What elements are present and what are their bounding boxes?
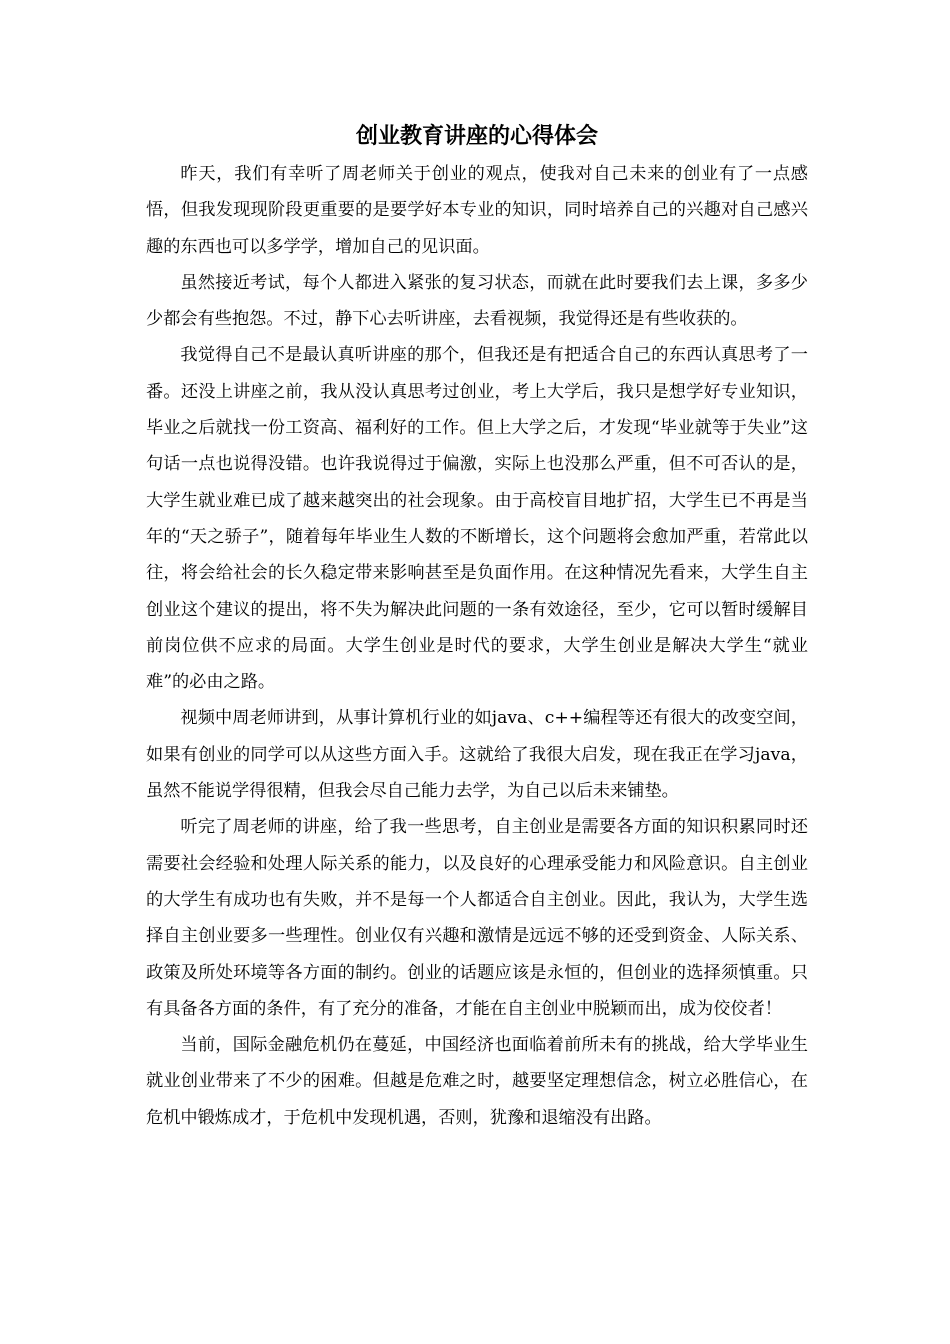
paragraph-2: 虽然接近考试，每个人都进入紧张的复习状态，而就在此时要我们去上课，多多少少都会有些抱怨。不过，静下心去听讲座，去看视频，我觉得还是有些收获的。 bbox=[146, 272, 808, 330]
document-page bbox=[146, 118, 808, 1136]
document-title: 创业教育讲座的心得体会 bbox=[355, 123, 598, 149]
paragraph-5: 听完了周老师的讲座，给了我一些思考，自主创业是需要各方面的知识积累同时还需要社会经验和处理人际关系的能力，以及良好的心理承受能力和风险意识。自主创业的大学生有成功也有失败，并不是每一个人都适合自主创业。因此，我认为，大学生选择自主创业要多一些理性。创业仅有兴趣和激情是远远不够的还受到资金、人际关系、政策及所处环境等各方面的制约。创业的话题应该是永恒的，但创业的选择须慎重。只有具备各方面的条件，有了充分的准备，才能在自主创业中脱颖而出，成为佼佼者！ bbox=[146, 817, 808, 1019]
paragraph-1: 昨天，我们有幸听了周老师关于创业的观点，使我对自己未来的创业有了一点感悟，但我发现现阶段更重要的是要学好本专业的知识，同时培养自己的兴趣对自己感兴趣的东西也可以多学学，增加自己的见识面。 bbox=[146, 164, 808, 257]
paragraph-6: 当前，国际金融危机仍在蔓延，中国经济也面临着前所未有的挑战，给大学毕业生就业创业带来了不少的困难。但越是危难之时，越要坚定理想信念，树立必胜信心，在危机中锻炼成才，于危机中发现机遇，否则，犹豫和退缩没有出路。 bbox=[146, 1035, 808, 1128]
paragraph-4: 视频中周老师讲到，从事计算机行业的如java、c++编程等还有很大的改变空间，如果有创业的同学可以从这些方面入手。这就给了我很大启发，现在我正在学习java，虽然不能说学得很精，但我会尽自己能力去学，为自己以后未来铺垫。 bbox=[146, 708, 808, 802]
paragraph-3: 我觉得自己不是最认真听讲座的那个，但我还是有把适合自己的东西认真思考了一番。还没上讲座之前，我从没认真思考过创业，考上大学后，我只是想学好专业知识，毕业之后就找一份工资高、福利好的工作。但上大学之后，才发现“毕业就等于失业”这句话一点也说得没错。也许我说得过于偏激，实际上也没那么严重，但不可否认的是，大学生就业难已成了越来越突出的社会现象。由于高校盲目地扩招，大学生已不再是当年的“天之骄子”，随着每年毕业生人数的不断增长，这个问题将会愈加严重，若常此以往，将会给社会的长久稳定带来影响甚至是负面作用。在这种情况先看来，大学生自主创业这个建议的提出，将不失为解决此问题的一条有效途径，至少，它可以暂时缓解目前岗位供不应求的局面。大学生创业是时代的要求，大学生创业是解决大学生“就业难”的必由之路。 bbox=[146, 345, 808, 693]
